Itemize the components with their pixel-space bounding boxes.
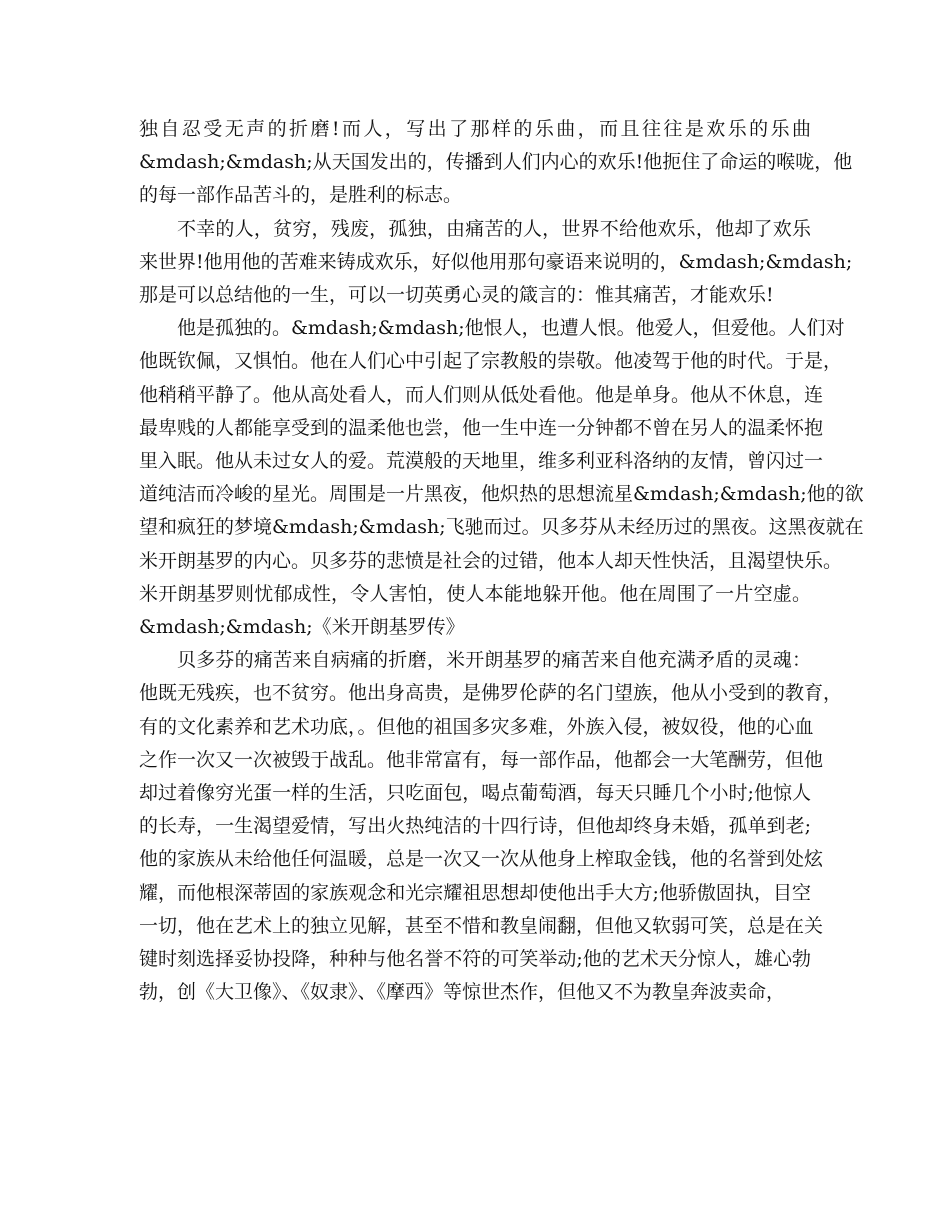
text-line: 却过着像穷光蛋一样的生活，只吃面包，喝点葡萄酒，每天只睡几个小时;他惊人	[139, 782, 811, 805]
text-line: 之作一次又一次被毁于战乱。他非常富有，每一部作品，他都会一大笔酬劳，但他	[139, 748, 824, 771]
text-line: 他的家族从未给他任何温暖，总是一次又一次从他身上榨取金钱，他的名誉到处炫	[139, 848, 824, 871]
paragraph	[139, 113, 853, 213]
paragraph	[139, 213, 853, 313]
document-body	[139, 113, 864, 1009]
text-line: 他既无残疾，也不贫穷。他出身高贵，是佛罗伦萨的名门望族，他从小受到的教育，	[139, 682, 843, 705]
text-line: 望和疯狂的梦境&mdash;&mdash;飞驰而过。贝多芬从未经历过的黑夜。这黑夜就在	[139, 516, 864, 539]
text-line: 不幸的人，贫穷，残废，孤独，由痛苦的人，世界不给他欢乐，他却了欢乐	[177, 217, 811, 240]
text-line: &mdash;&mdash;《米开朗基罗传》	[139, 616, 465, 639]
text-line: 米开朗基罗的内心。贝多芬的悲愤是社会的过错，他本人却天性快活，且渴望快乐。	[139, 549, 843, 572]
text-line: 的每一部作品苦斗的，是胜利的标志。	[139, 184, 463, 207]
text-line: 里入眠。他从未过女人的爱。荒漠般的天地里，维多利亚科洛纳的友情，曾闪过一	[139, 450, 824, 473]
text-line: 他既钦佩，又惧怕。他在人们心中引起了宗教般的崇敬。他凌驾于他的时代。于是，	[139, 350, 843, 373]
paragraph	[139, 644, 843, 1009]
text-line: 勃，创《大卫像》、《奴隶》、《摩西》等惊世杰作，但他又不为教皇奔波卖命，	[139, 981, 786, 1004]
text-line: 有的文化素养和艺术功底，。但他的祖国多灾多难，外族入侵，被奴役，他的心血	[139, 715, 814, 738]
text-line: 道纯洁而冷峻的星光。周围是一片黑夜，他炽热的思想流星&mdash;&mdash;他的欲	[139, 483, 864, 506]
text-line: 一切，他在艺术上的独立见解，甚至不惜和教皇闹翻，但他又软弱可笑，总是在关	[139, 914, 824, 937]
text-line: &mdash;&mdash;从天国发出的，传播到人们内心的欢乐!他扼住了命运的喉咙，他	[139, 151, 853, 174]
text-line: 的长寿，一生渴望爱情，写出火热纯洁的十四行诗，但他却终身未婚，孤单到老;	[139, 815, 811, 838]
text-line: 他是孤独的。&mdash;&mdash;他恨人，也遭人恨。他爱人，但爱他。人们对	[177, 317, 845, 340]
text-line: 来世界!他用他的苦难来铸成欢乐，好似他用那句豪语来说明的，&mdash;&mdash;	[139, 250, 853, 273]
text-line: 他稍稍平静了。他从高处看人，而人们则从低处看他。他是单身。他从不休息，连	[139, 383, 824, 406]
text-line: 最卑贱的人都能享受到的温柔他也尝，他一生中连一分钟都不曾在另人的温柔怀抱	[139, 416, 824, 439]
text-line: 那是可以总结他的一生，可以一切英勇心灵的箴言的：惟其痛苦，才能欢乐!	[139, 284, 774, 307]
text-line: 贝多芬的痛苦来自病痛的折磨，米开朗基罗的痛苦来自他充满矛盾的灵魂：	[177, 649, 811, 672]
text-line: 键时刻选择妥协投降，种种与他名誉不符的可笑举动;他的艺术天分惊人，雄心勃	[139, 948, 811, 971]
text-line: 耀，而他根深蒂固的家族观念和光宗耀祖思想却使他出手大方;他骄傲固执，目空	[139, 881, 811, 904]
text-line: 独自忍受无声的折磨!而人，写出了那样的乐曲，而且往往是欢乐的乐曲	[139, 118, 811, 140]
paragraph	[139, 312, 864, 644]
text-line: 米开朗基罗则忧郁成性，令人害怕，使人本能地躲开他。他在周围了一片空虚。	[139, 582, 811, 605]
